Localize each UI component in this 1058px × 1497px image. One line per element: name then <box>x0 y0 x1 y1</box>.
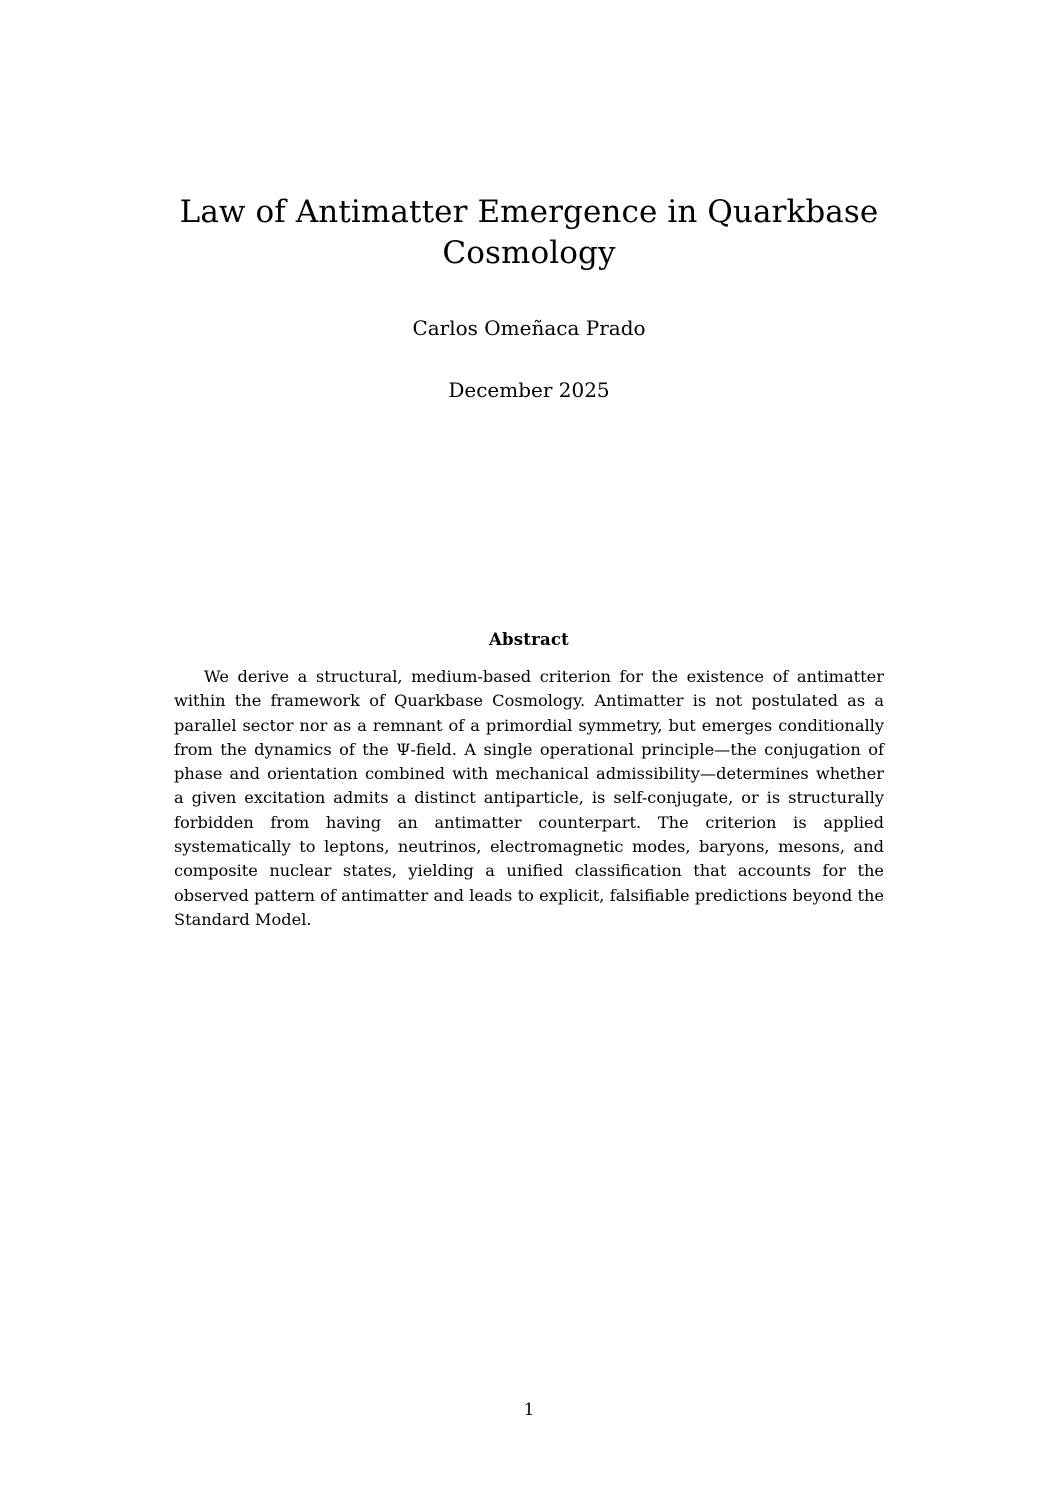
paper-content <box>174 0 884 948</box>
author-name: Carlos Omeñaca Prado <box>412 315 646 340</box>
page-title: Law of Antimatter Emergence in Quarkbase Cosmology <box>179 194 879 271</box>
abstract-heading: Abstract <box>489 629 569 649</box>
abstract-body: We derive a structural, medium-based criterion for the existence of antimatter within the framework of Quarkbase Cosmology. Antimatter is not postulated as a parallel sector nor as a remnant of a primordial symmetry, but emerges conditionally from the dynamics of the Ψ-field. A single operational principle—the conjugation of phase and orientation combined with mechanical admissibility—determines whether a given excitation admits a distinct antiparticle, is self-conjugate, or is structurally forbidden from having an antimatter counterpart. The criterion is applied systematically to leptons, neutrinos, electromagnetic modes, baryons, mesons, and composite nuclear states, yielding a unified classification that accounts for the observed pattern of antimatter and leads to explicit, falsifiable predictions beyond the Standard Model. <box>174 667 884 929</box>
abstract-section <box>174 630 884 932</box>
publication-date: December 2025 <box>448 377 610 402</box>
page-number: 1 <box>523 1400 535 1419</box>
